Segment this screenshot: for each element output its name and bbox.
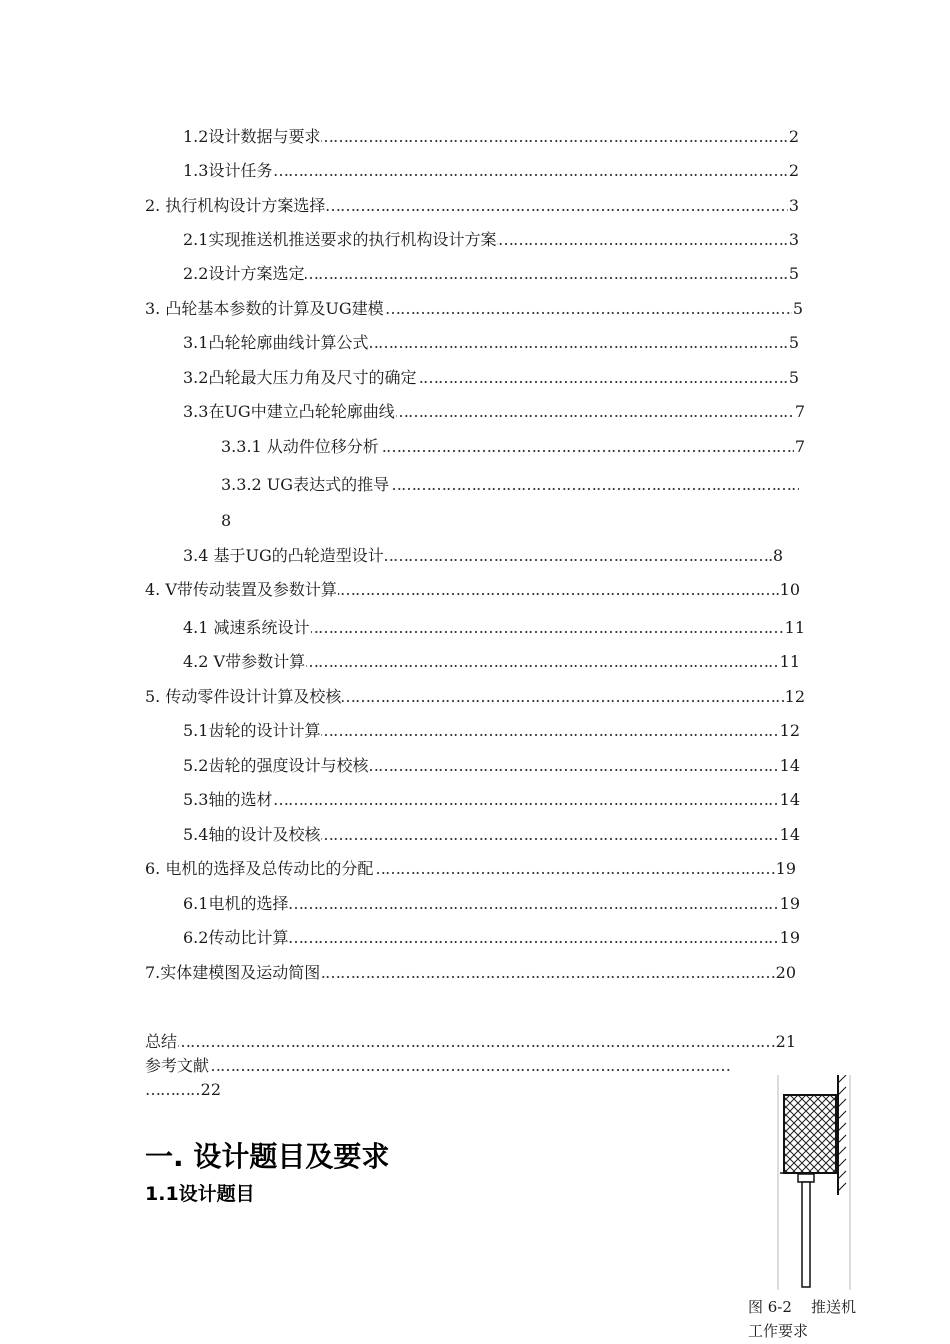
toc-entry-page: 5 [792, 299, 803, 318]
toc-entry[interactable] [183, 824, 800, 846]
toc-entry-page: 2 [788, 127, 799, 146]
toc-entry-label: 5.1齿轮的设计计算 [183, 721, 321, 740]
toc-entry-page: 2 [788, 161, 799, 180]
figure-caption-line: 图 6-2 推送机 [748, 1298, 856, 1316]
toc-entry-label: 3.4 基于UG的凸轮造型设计 [183, 546, 384, 565]
toc-entry[interactable] [183, 651, 800, 673]
toc-entry[interactable] [145, 195, 799, 217]
toc-entry[interactable] [145, 1031, 796, 1053]
toc-entry[interactable] [221, 474, 799, 496]
toc-entry[interactable] [145, 298, 803, 320]
toc-entry[interactable] [145, 1055, 730, 1077]
toc-entry-label: 7.实体建模图及运动简图 [145, 963, 321, 982]
toc-entry-page: 11 [784, 618, 805, 637]
toc-entry[interactable] [145, 962, 796, 984]
toc-entry-page-wrapped: 8 [221, 511, 232, 530]
toc-entry-label: 4.2 V带参数计算 [183, 652, 306, 671]
toc-entry-page: 7 [794, 437, 805, 456]
toc-entry-page: 19 [779, 894, 800, 913]
toc-entry-label: 5.3轴的选材 [183, 790, 273, 809]
toc-entry[interactable] [145, 579, 800, 601]
toc-entry-label: 5. 传动零件设计计算及校核 [145, 687, 342, 706]
figure-caption-line: 工作要求 [748, 1322, 809, 1340]
toc-entry[interactable] [183, 617, 805, 639]
toc-entry[interactable] [145, 686, 805, 708]
toc-entry-page: 5 [788, 264, 799, 283]
toc-entry-page: 3 [788, 230, 799, 249]
toc-entry-label: 4.1 减速系统设计 [183, 618, 310, 637]
toc-entry-page: 10 [779, 580, 800, 599]
toc-entry-page: 12 [779, 721, 800, 740]
toc-entry-page: 19 [775, 859, 796, 878]
toc-entry-continued[interactable] [145, 1079, 221, 1101]
toc-entry-label: 3.3.1 从动件位移分析 [221, 437, 379, 456]
toc-entry-page: 5 [788, 368, 799, 387]
toc-entry-page: 14 [779, 790, 800, 809]
toc-entry-label: 2.2设计方案选定 [183, 264, 305, 283]
toc-entry[interactable] [145, 858, 796, 880]
toc-entry-page: 7 [794, 402, 805, 421]
toc-entry-label: 3.2凸轮最大压力角及尺寸的确定 [183, 368, 417, 387]
toc-entry-label: 3. 凸轮基本参数的计算及UG建模 [145, 299, 384, 318]
toc-entry[interactable] [183, 160, 799, 182]
toc-entry-label: 4. V带传动装置及参数计算 [145, 580, 337, 599]
toc-entry-label: 3.1凸轮轮廓曲线计算公式 [183, 333, 369, 352]
pusher-diagram-icon [770, 1075, 860, 1290]
toc-entry-label: 6. 电机的选择及总传动比的分配 [145, 859, 374, 878]
toc-entry-label: 2. 执行机构设计方案选择 [145, 196, 326, 215]
toc-entry-label: 5.2齿轮的强度设计与校核 [183, 756, 369, 775]
toc-entry[interactable] [183, 927, 800, 949]
toc-entry-page: 14 [779, 756, 800, 775]
toc-entry[interactable] [183, 367, 799, 389]
toc-entry-page: 21 [775, 1032, 796, 1051]
toc-entry-label: 参考文献 [145, 1056, 210, 1075]
toc-entry[interactable] [183, 720, 800, 742]
toc-entry[interactable] [183, 263, 799, 285]
toc-entry[interactable] [183, 332, 799, 354]
toc-entry-label: 1.3设计任务 [183, 161, 273, 180]
toc-entry-label: 3.3在UG中建立凸轮轮廓曲线 [183, 402, 395, 421]
toc-entry-page: 14 [779, 825, 800, 844]
subsection-heading: 1.1设计题目 [145, 1183, 255, 1205]
toc-entry-label: 2.1实现推送机推送要求的执行机构设计方案 [183, 230, 497, 249]
toc-entry[interactable] [183, 755, 800, 777]
toc-entry[interactable] [183, 545, 783, 567]
toc-entry-label: 3.3.2 UG表达式的推导 [221, 475, 390, 494]
toc-entry-page: 19 [779, 928, 800, 947]
toc-entry[interactable] [183, 893, 800, 915]
figure-caption [748, 1295, 898, 1343]
toc-entry-label: 5.4轴的设计及校核 [183, 825, 321, 844]
toc-entry-label: 6.1电机的选择 [183, 894, 289, 913]
toc-entry[interactable] [183, 789, 800, 811]
toc-entry-page: 3 [788, 196, 799, 215]
toc-entry-page: 11 [779, 652, 800, 671]
toc-entry-label: 6.2传动比计算 [183, 928, 289, 947]
toc-entry[interactable] [183, 401, 805, 423]
toc-entry-page: 20 [775, 963, 796, 982]
toc-entry-page: 22 [200, 1080, 221, 1099]
toc-entry-page: 12 [784, 687, 805, 706]
toc-entry[interactable] [183, 126, 799, 148]
toc-entry[interactable] [183, 229, 799, 251]
toc-entry-label: 1.2设计数据与要求 [183, 127, 321, 146]
toc-entry[interactable] [221, 436, 805, 458]
toc-entry-page: 8 [772, 546, 783, 565]
toc-entry-label: 总结 [145, 1032, 178, 1051]
section-heading: 一. 设计题目及要求 [145, 1140, 390, 1173]
toc-entry-page: 5 [788, 333, 799, 352]
pusher-figure [770, 1075, 860, 1290]
